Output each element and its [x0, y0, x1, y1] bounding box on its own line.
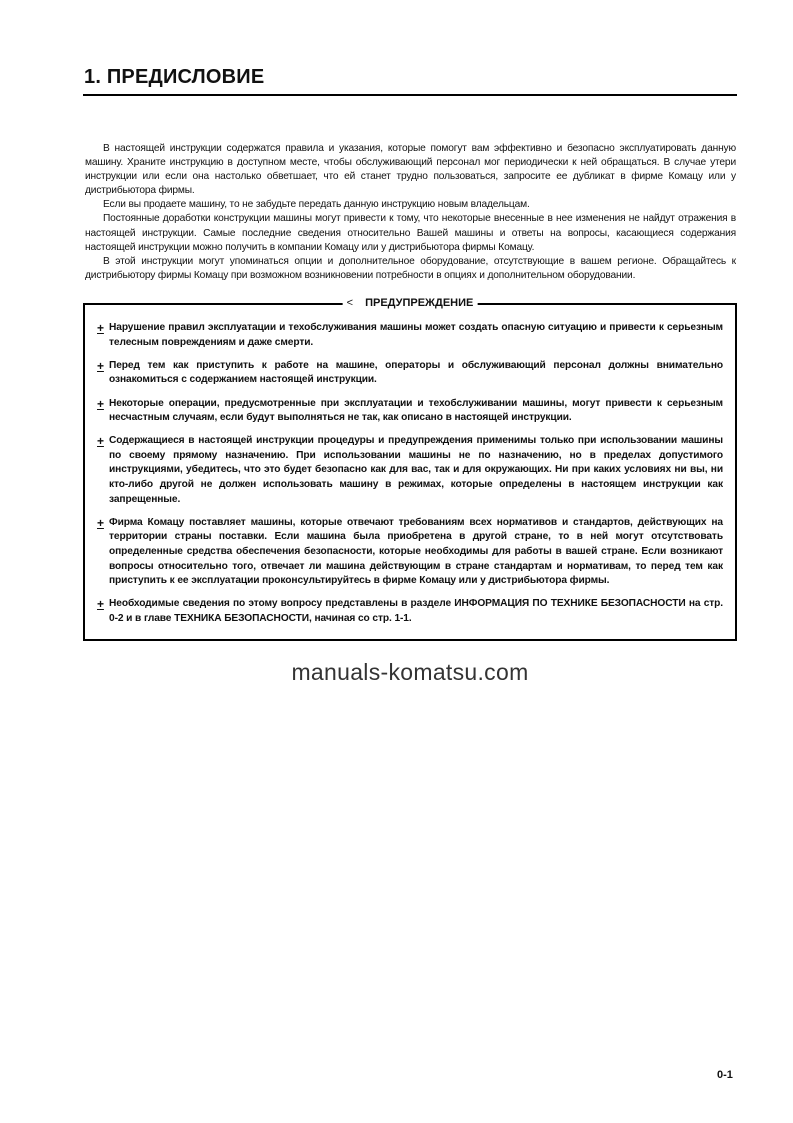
intro-paragraph: В этой инструкции могут упоминаться опции и дополнительное оборудование, отсутствующие в вашем регионе. Обращайтесь к дистрибьютору фирмы Комацу при возможном возникновении потребности в опциях и дополнительном оборудовании. [85, 255, 736, 281]
intro-paragraph: Постоянные доработки конструкции машины могут привести к тому, что некоторые внесенные в нее изменения не найдут отражения в настоящей инструкции. Самые последние сведения относительно Вашей машины и ответы на вопросы, касающиеся содержания настоящей инструкции можно получить в компании Комацу или у дистрибьютора фирмы Комацу. [85, 213, 736, 253]
warning-plus-icon: + [97, 597, 104, 612]
warning-plus-icon: + [97, 396, 104, 411]
warning-item-text: Фирма Комацу поставляет машины, которые отвечают требованиям всех нормативов и стандартов, действующих на территории страны поставки. Если машина была приобретена в другой стране, то в ней могут отсутствовать определенные средства обеспечения безопасности, которые необходимы для работы в вашей стране. Если возникают вопросы относительно того, отвечает ли машина действующим в стране стандартам и нормативам, то перед тем как приступить к ее эксплуатации проконсультируйтесь в фирме Комацу или у дистрибьютора фирмы. [109, 516, 723, 587]
watermark: manuals-komatsu.com [291, 659, 529, 686]
warning-item [97, 516, 723, 589]
warning-symbol-icon: < [346, 296, 354, 309]
intro-paragraph: Если вы продаете машину, то не забудьте передать данную инструкцию новым владельцам. [103, 199, 530, 211]
page-number: 0-1 [717, 1069, 733, 1081]
page-title: 1. ПРЕДИСЛОВИЕ [84, 66, 265, 88]
warning-item [97, 359, 723, 388]
warning-plus-icon: + [97, 434, 104, 449]
warning-item [97, 434, 723, 507]
warning-heading-text: ПРЕДУПРЕЖДЕНИЕ [365, 296, 474, 309]
warning-item-text: Перед тем как приступить к работе на машине, операторы и обслуживающий персонал должны внимательно ознакомиться с содержанием настоящей инструкции. [109, 359, 723, 386]
warning-plus-icon: + [97, 320, 104, 335]
warning-box [83, 296, 737, 641]
intro-section [85, 142, 736, 283]
warning-item [97, 321, 723, 350]
warning-item-text: Содержащиеся в настоящей инструкции процедуры и предупреждения применимы только при использовании машины по своему прямому назначению. При использовании машины не по назначению, но в пределах допустимого инструкциями, убедитесь, что это будет безопасно как для вас, так и для окружающих. Ни при каких условиях ни вы, ни кто-либо другой не должен использовать машину в режимах, которые определены в настоящем инструкции как запрещенные. [109, 435, 723, 505]
warning-list [97, 321, 723, 627]
warning-item [97, 397, 723, 426]
title-underline [83, 94, 737, 96]
warning-item-text: Нарушение правил эксплуатации и техобслуживания машины может создать опасную ситуацию и привести к серьезным телесным повреждениям и даже смерти. [109, 321, 723, 348]
warning-item-text: Некоторые операции, предусмотренные при эксплуатации и техобслуживании машины, могут привести к серьезным несчастным случаям, если будут выполняться не так, как описано в настоящей инструкции. [109, 397, 723, 424]
warning-item-text: Необходимые сведения по этому вопросу представлены в разделе ИНФОРМАЦИЯ ПО ТЕХНИКЕ БЕЗОПАСНОСТИ на стр. 0-2 и в главе ТЕХНИКА БЕЗОПАСНОСТИ, начиная со стр. 1-1. [109, 598, 723, 624]
intro-paragraph: В настоящей инструкции содержатся правила и указания, которые помогут вам эффективно и безопасно эксплуатировать данную машину. Храните инструкцию в доступном месте, чтобы обслуживающий персонал мог периодически к ней обращаться. В случае утери инструкции или если она настолько обветшает, что ей станет трудно пользоваться, запросите ее дубликат в фирме Комацу или у дистрибьютора фирмы. [85, 143, 736, 197]
warning-plus-icon: + [97, 358, 104, 373]
warning-heading [343, 296, 478, 310]
warning-item [97, 597, 723, 626]
page-body [83, 142, 737, 686]
warning-plus-icon: + [97, 515, 104, 530]
